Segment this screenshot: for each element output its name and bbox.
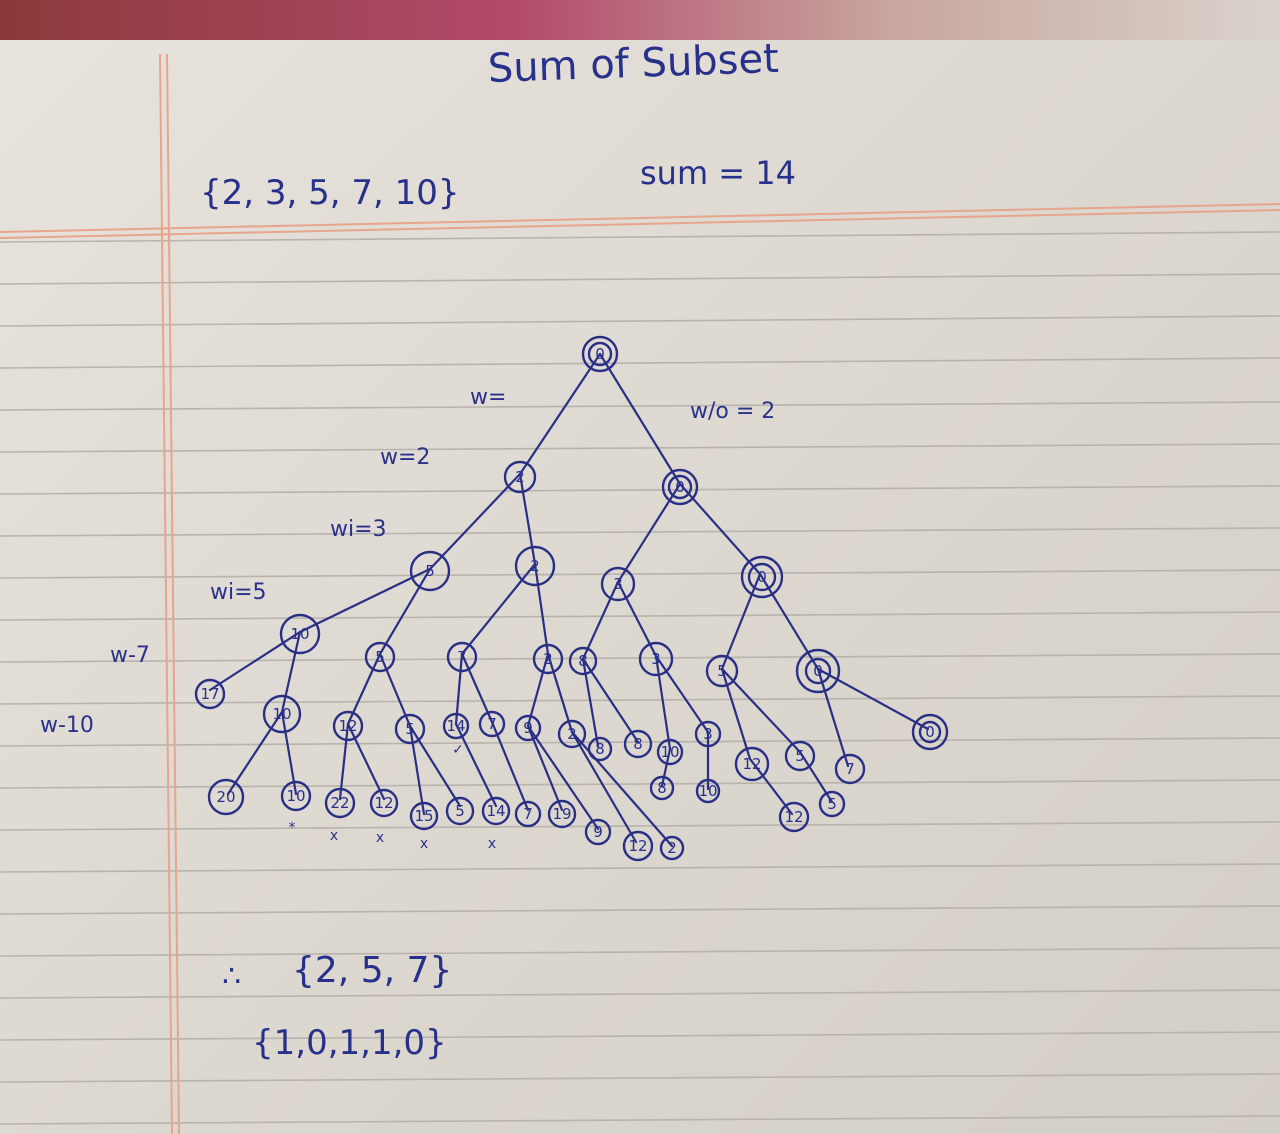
- svg-text:20: 20: [216, 788, 236, 806]
- svg-text:5: 5: [827, 795, 837, 813]
- svg-text:10: 10: [698, 782, 718, 800]
- tree-node: [411, 803, 437, 829]
- svg-text:5: 5: [795, 747, 805, 765]
- tree-node: [570, 648, 596, 674]
- svg-text:12: 12: [742, 755, 762, 773]
- svg-text:5: 5: [425, 562, 435, 580]
- svg-text:8: 8: [578, 652, 588, 670]
- tree-node: [516, 802, 540, 826]
- svg-text:0: 0: [757, 568, 767, 586]
- page-title: Sum of Subset: [487, 35, 780, 92]
- left-margin-line: [160, 54, 179, 1134]
- tree-node: [697, 780, 719, 802]
- tree-node: [663, 470, 697, 504]
- svg-text:10: 10: [286, 787, 306, 805]
- svg-text:12: 12: [784, 808, 804, 826]
- svg-text:0: 0: [595, 345, 605, 363]
- svg-text:14: 14: [446, 717, 466, 735]
- tree-node: [586, 820, 610, 844]
- tree-node: [820, 792, 844, 816]
- tree-node: [583, 337, 617, 371]
- prune-mark: x: [329, 828, 339, 844]
- svg-text:10: 10: [272, 705, 292, 723]
- svg-text:7: 7: [457, 648, 467, 666]
- svg-text:2: 2: [667, 839, 677, 857]
- ruled-lines: [0, 232, 1280, 1124]
- prune-mark: x: [419, 836, 429, 852]
- tree-node: [736, 748, 768, 780]
- svg-text:7: 7: [487, 715, 497, 733]
- svg-text:5: 5: [375, 648, 385, 666]
- tree-node: [658, 740, 682, 764]
- tree-node: [334, 712, 362, 740]
- tree-node: [780, 803, 808, 831]
- svg-text:7: 7: [523, 805, 533, 823]
- tree-node: [366, 643, 394, 671]
- tree-node: [411, 552, 449, 590]
- label-without-root: w/o = 2: [690, 399, 776, 424]
- notebook-paper: [0, 14, 1280, 1134]
- tree-node: [281, 615, 319, 653]
- tree-node: [282, 782, 310, 810]
- tree-node: [696, 722, 720, 746]
- tree-node: [707, 656, 737, 686]
- label-w10: w-10: [40, 713, 94, 738]
- tree-node: [624, 832, 652, 860]
- tree-node: [326, 789, 354, 817]
- tree-nodes: [196, 337, 947, 860]
- prune-mark: *: [288, 820, 296, 836]
- svg-text:3: 3: [651, 650, 661, 668]
- check-mark: ✓: [452, 742, 464, 758]
- svg-text:22: 22: [330, 794, 350, 812]
- tree-node: [516, 547, 554, 585]
- svg-text:8: 8: [633, 735, 643, 753]
- tree-edges: [210, 354, 928, 846]
- svg-text:2: 2: [567, 725, 577, 743]
- label-scribble: w=: [470, 385, 507, 410]
- prune-mark: x: [375, 830, 385, 846]
- svg-text:9: 9: [593, 823, 603, 841]
- tree-node: [742, 557, 782, 597]
- svg-text:5: 5: [717, 662, 727, 680]
- tree-node: [602, 568, 634, 600]
- label-w7: w-7: [110, 643, 150, 668]
- answer-subset: {2, 5, 7}: [292, 950, 453, 991]
- svg-text:10: 10: [290, 625, 310, 643]
- svg-text:0: 0: [675, 478, 685, 496]
- tree-node: [396, 715, 424, 743]
- svg-text:12: 12: [374, 794, 394, 812]
- tree-node: [836, 755, 864, 783]
- svg-text:17: 17: [200, 685, 220, 703]
- answer-vector: {1,0,1,1,0}: [252, 1023, 447, 1063]
- label-w5: wi=5: [210, 580, 267, 605]
- tree-node: [651, 777, 673, 799]
- tree-node: [505, 462, 535, 492]
- tree-node: [913, 715, 947, 749]
- therefore-symbol: ∴: [222, 959, 242, 994]
- tree-node: [661, 837, 683, 859]
- tree-node: [549, 801, 575, 827]
- target-sum: sum = 14: [640, 154, 796, 192]
- tree-node: [640, 643, 672, 675]
- svg-text:15: 15: [414, 807, 434, 825]
- svg-text:2: 2: [543, 650, 553, 668]
- svg-text:2: 2: [515, 468, 525, 486]
- tree-node: [209, 780, 243, 814]
- tree-node: [196, 680, 224, 708]
- tree-node: [447, 798, 473, 824]
- set-definition: {2, 3, 5, 7, 10}: [200, 173, 460, 213]
- svg-text:8: 8: [657, 779, 667, 797]
- svg-text:12: 12: [338, 717, 358, 735]
- tree-node: [264, 696, 300, 732]
- svg-text:0: 0: [813, 662, 823, 680]
- tree-node: [786, 742, 814, 770]
- svg-text:2: 2: [530, 557, 540, 575]
- svg-text:8: 8: [595, 740, 605, 758]
- tree-node: [589, 738, 611, 760]
- tree-node: [625, 731, 651, 757]
- svg-text:12: 12: [628, 837, 648, 855]
- svg-text:5: 5: [455, 802, 465, 820]
- tree-node: [480, 712, 504, 736]
- prune-mark: x: [487, 836, 497, 852]
- label-w2: w=2: [380, 445, 431, 470]
- svg-text:7: 7: [845, 760, 855, 778]
- svg-text:3: 3: [703, 725, 713, 743]
- tree-node: [371, 790, 397, 816]
- svg-text:0: 0: [925, 723, 935, 741]
- svg-text:3: 3: [613, 575, 623, 593]
- svg-text:19: 19: [552, 805, 572, 823]
- tree-node: [444, 714, 468, 738]
- tree-node: [516, 716, 540, 740]
- tree-node: [483, 798, 509, 824]
- label-w3: wi=3: [330, 517, 387, 542]
- svg-text:14: 14: [486, 802, 506, 820]
- svg-text:10: 10: [660, 743, 680, 761]
- svg-text:5: 5: [405, 720, 415, 738]
- svg-text:9: 9: [523, 719, 533, 737]
